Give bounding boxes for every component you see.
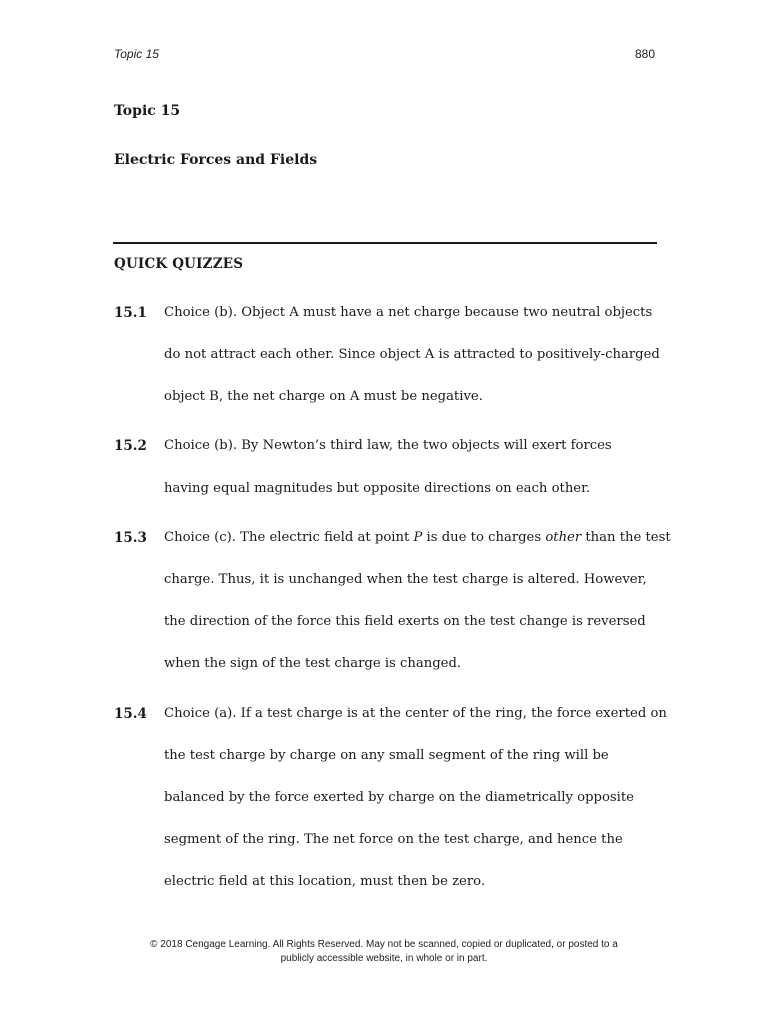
running-header-topic: Topic 15 — [114, 47, 159, 61]
section-heading: QUICK QUIZZES — [114, 256, 244, 272]
text-run: Choice (c). The electric field at point — [164, 530, 414, 545]
quiz-answer-line: Choice (b). By Newton’s third law, the two objects will exert forces — [164, 438, 612, 453]
quiz-number: 15.3 — [114, 530, 147, 546]
copyright-line: publicly accessible website, in whole or in part. — [280, 953, 488, 964]
quiz-answer-line — [164, 530, 671, 545]
quiz-answer-line: the test charge by charge on any small segment of the ring will be — [164, 748, 609, 763]
italic-variable: P — [413, 530, 423, 545]
quiz-answer-line: having equal magnitudes but opposite directions on each other. — [164, 481, 591, 496]
quiz-answer-line: balanced by the force exerted by charge on the diametrically opposite — [164, 790, 634, 805]
quiz-number: 15.4 — [114, 706, 147, 722]
page-title: Topic 15 — [114, 103, 181, 119]
quiz-answer-line: charge. Thus, it is unchanged when the test charge is altered. However, — [164, 572, 647, 587]
copyright-footer — [100, 938, 668, 966]
text-run: is due to charges — [422, 530, 546, 545]
copyright-line: © 2018 Cengage Learning. All Rights Reserved. May not be scanned, copied or duplicated, or posted to a — [150, 939, 618, 950]
section-divider — [113, 242, 657, 244]
quiz-answer-line: Choice (b). Object A must have a net charge because two neutral objects — [164, 305, 653, 320]
page-number: 880 — [634, 47, 655, 61]
quiz-answer-line: the direction of the force this field exerts on the test change is reversed — [164, 614, 646, 629]
page-subtitle: Electric Forces and Fields — [114, 152, 318, 168]
text-run: than the test — [581, 530, 671, 545]
quiz-answer-line: electric field at this location, must then be zero. — [164, 874, 486, 889]
quiz-number: 15.2 — [114, 438, 147, 454]
italic-emphasis: other — [545, 530, 582, 545]
quiz-answer-line: do not attract each other. Since object A is attracted to positively-charged — [164, 347, 660, 362]
quiz-answer-line: Choice (a). If a test charge is at the center of the ring, the force exerted on — [164, 706, 667, 721]
quiz-answer-line: when the sign of the test charge is changed. — [164, 656, 462, 671]
quiz-answer-line: object B, the net charge on A must be negative. — [164, 389, 483, 404]
quiz-answer-line: segment of the ring. The net force on the test charge, and hence the — [164, 832, 623, 847]
quiz-number: 15.1 — [114, 305, 147, 321]
